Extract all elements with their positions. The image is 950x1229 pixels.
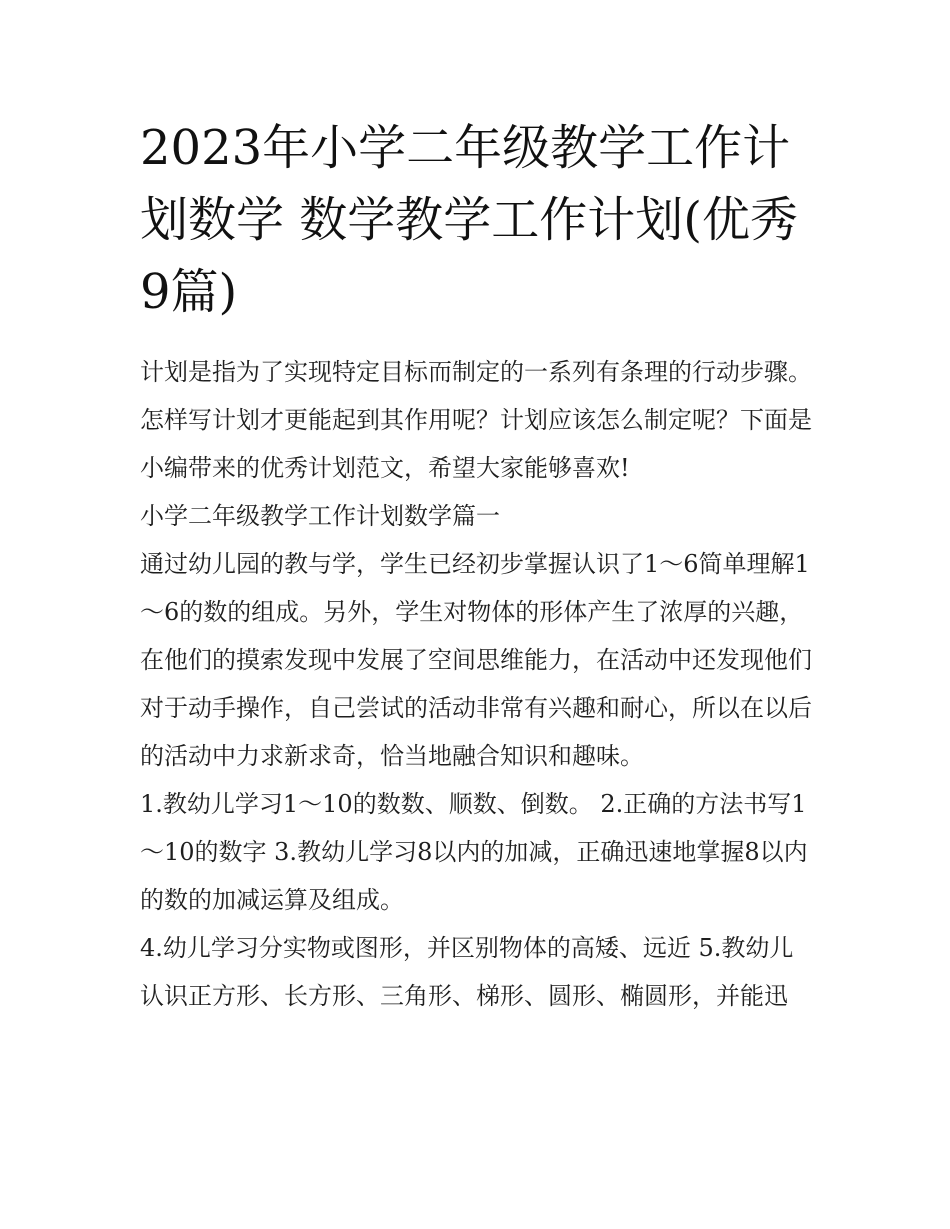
document-content [140, 112, 812, 1020]
list-paragraph: 1.教幼儿学习1～10的数数、顺数、倒数。 2.正确的方法书写1～10的数字 3.教幼儿学习8以内的加减，正确迅速地掌握8以内的数的加减运算及组成。 [140, 790, 808, 914]
document-body [140, 348, 812, 1020]
body-paragraph: 通过幼儿园的教与学，学生已经初步掌握认识了1～6简单理解1～6的数的组成。另外，学生对物体的形体产生了浓厚的兴趣，在他们的摸索发现中发展了空间思维能力，在活动中还发现他们对于动手操作，自己尝试的活动非常有兴趣和耐心，所以在以后的活动中力求新求奇，恰当地融合知识和趣味。 [140, 550, 812, 770]
list-paragraph: 4.幼儿学习分实物或图形，并区别物体的高矮、远近 5.教幼儿认识正方形、长方形、三角形、梯形、圆形、椭圆形，并能迅 [140, 934, 794, 1010]
intro-paragraph: 计划是指为了实现特定目标而制定的一系列有条理的行动步骤。怎样写计划才更能起到其作用呢？计划应该怎么制定呢？下面是小编带来的优秀计划范文，希望大家能够喜欢! [140, 358, 812, 482]
document-title: 2023年小学二年级教学工作计划数学 数学教学工作计划(优秀9篇) [140, 120, 798, 320]
section-heading: 小学二年级教学工作计划数学篇一 [140, 502, 500, 530]
